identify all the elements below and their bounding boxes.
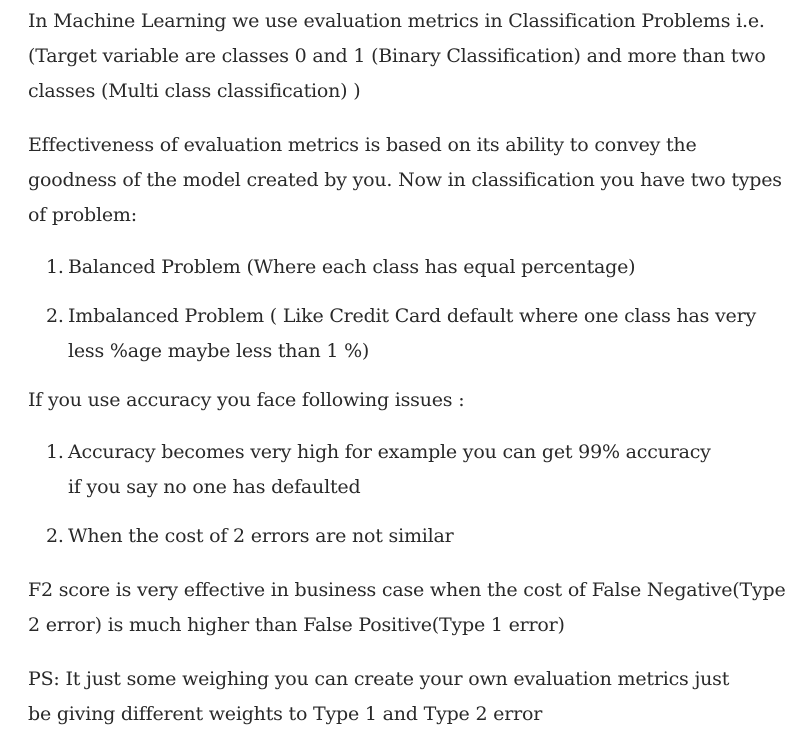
- problem-types-list: [28, 250, 800, 369]
- list-item-text: When the cost of 2 errors are not similar: [68, 525, 454, 547]
- list-item-text: Balanced Problem (Where each class has equal percentage): [68, 256, 636, 278]
- list-item-number: 2.: [46, 525, 64, 547]
- list-item: [28, 250, 748, 285]
- list-item-text: Imbalanced Problem ( Like Credit Card default where one class has very less %age maybe less than 1 %): [68, 305, 757, 362]
- paragraph-effectiveness: Effectiveness of evaluation metrics is based on its ability to convey the goodness of the model created by you. Now in classification you have two types of problem:: [28, 134, 782, 226]
- list-item-number: 1.: [46, 256, 64, 278]
- paragraph-ps-note: PS: It just some weighing you can create your own evaluation metrics just be giving different weights to Type 1 and Type 2 error: [28, 668, 730, 725]
- list-item-text: Accuracy becomes very high for example you can get 99% accuracy if you say no one has defaulted: [68, 441, 711, 498]
- paragraph-intro: In Machine Learning we use evaluation metrics in Classification Problems i.e. (Target variable are classes 0 and 1 (Binary Classification) and more than two classes (Multi class classification) ): [28, 10, 766, 102]
- paragraph-accuracy-issues: If you use accuracy you face following issues :: [28, 389, 465, 411]
- list-item: [28, 435, 728, 505]
- article-body: [0, 4, 800, 732]
- list-item: [28, 299, 758, 369]
- list-item-number: 1.: [46, 441, 64, 463]
- list-item: [28, 519, 748, 554]
- paragraph-f2-score: F2 score is very effective in business case when the cost of False Negative(Type 2 error) is much higher than False Positive(Type 1 error): [28, 579, 786, 636]
- accuracy-issues-list: [28, 435, 800, 554]
- list-item-number: 2.: [46, 305, 64, 327]
